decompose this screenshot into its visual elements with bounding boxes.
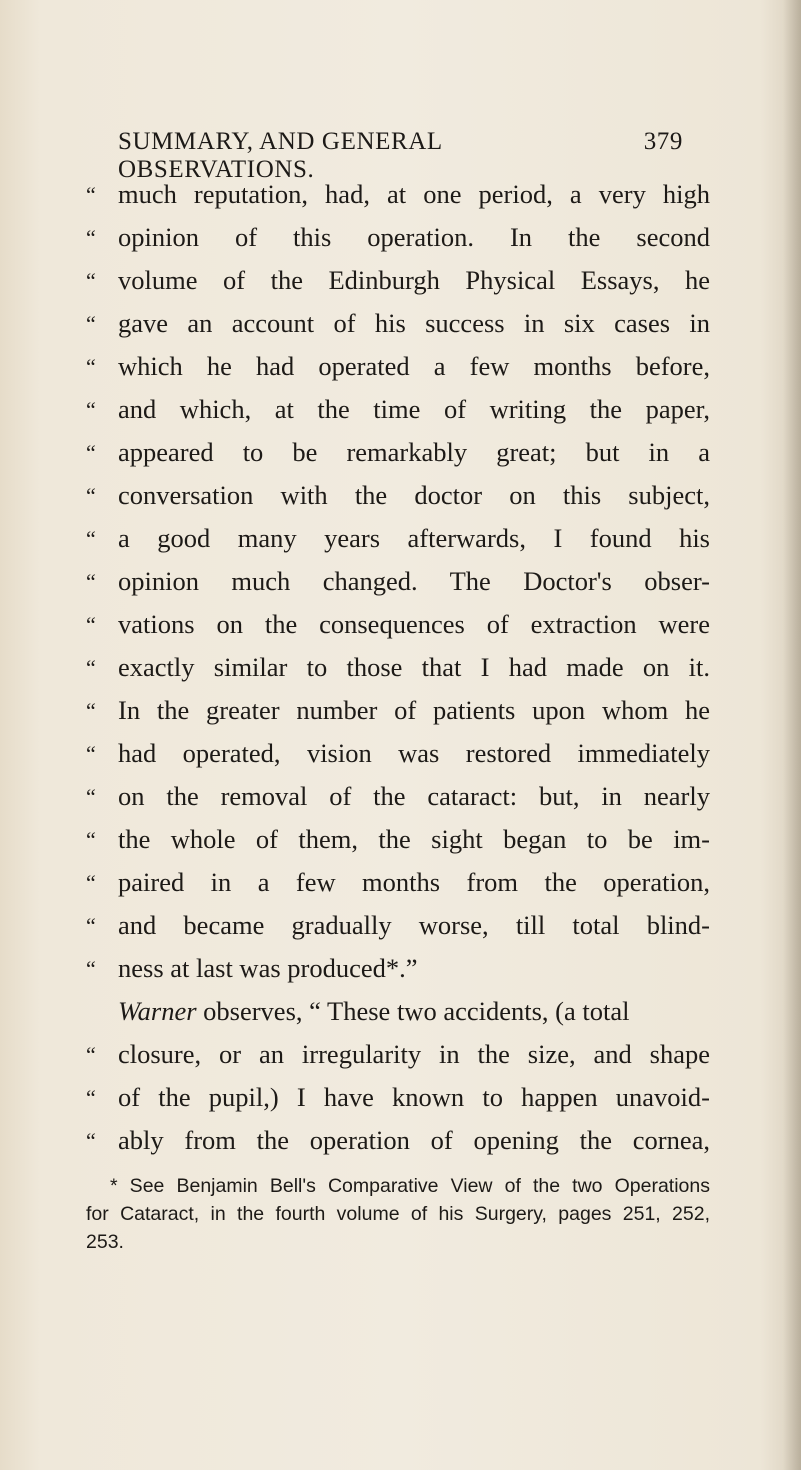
page-number: 379 bbox=[643, 128, 683, 155]
line-text: much reputation, had, at one period, a very high bbox=[118, 179, 710, 209]
line-text: which he had operated a few months before, bbox=[118, 351, 710, 381]
line-text: on the removal of the cataract: but, in nearly bbox=[118, 781, 710, 811]
text-line bbox=[86, 1033, 710, 1076]
quotation-mark: “ bbox=[86, 913, 96, 938]
quotation-mark: “ bbox=[86, 225, 96, 250]
quotation-mark: “ bbox=[86, 956, 96, 981]
line-text: and became gradually worse, till total blind- bbox=[118, 910, 710, 940]
line-text: of the pupil,) I have known to happen unavoid- bbox=[118, 1082, 710, 1112]
quotation-mark: “ bbox=[86, 569, 96, 594]
page-edge-shadow bbox=[783, 0, 801, 1470]
text-line bbox=[86, 517, 710, 560]
quotation-mark: “ bbox=[86, 397, 96, 422]
footnote bbox=[86, 1172, 710, 1256]
text-line-warner bbox=[86, 990, 710, 1033]
line-text: ably from the operation of opening the cornea, bbox=[118, 1125, 710, 1155]
footnote-line: for Cataract, in the fourth volume of his Surgery, pages 251, 252, bbox=[86, 1203, 710, 1225]
author-name-italic: Warner bbox=[118, 996, 197, 1026]
quotation-mark: “ bbox=[86, 311, 96, 336]
line-text: and which, at the time of writing the paper, bbox=[118, 394, 710, 424]
quotation-mark: “ bbox=[86, 870, 96, 895]
line-text: gave an account of his success in six cases in bbox=[118, 308, 710, 338]
quotation-mark: “ bbox=[86, 784, 96, 809]
text-line bbox=[86, 173, 710, 216]
quotation-mark: “ bbox=[86, 440, 96, 465]
line-text: closure, or an irregularity in the size, and shape bbox=[118, 1039, 710, 1069]
text-line bbox=[86, 1119, 710, 1162]
line-text: appeared to be remarkably great; but in a bbox=[118, 437, 710, 467]
text-line bbox=[86, 345, 710, 388]
line-text: In the greater number of patients upon whom he bbox=[118, 695, 710, 725]
line-text: opinion of this operation. In the second bbox=[118, 222, 710, 252]
line-text: a good many years afterwards, I found his bbox=[118, 523, 710, 553]
line-text: volume of the Edinburgh Physical Essays, he bbox=[118, 265, 710, 295]
quotation-mark: “ bbox=[86, 827, 96, 852]
quotation-mark: “ bbox=[86, 268, 96, 293]
line-text: paired in a few months from the operation, bbox=[118, 867, 710, 897]
text-line bbox=[86, 560, 710, 603]
line-text: had operated, vision was restored immediately bbox=[118, 738, 710, 768]
quoted-passage bbox=[86, 173, 710, 990]
running-title: SUMMARY, AND GENERAL OBSERVATIONS. bbox=[118, 128, 442, 183]
text-line bbox=[86, 904, 710, 947]
quotation-mark: “ bbox=[86, 1128, 96, 1153]
quotation-mark: “ bbox=[86, 698, 96, 723]
text-line bbox=[86, 388, 710, 431]
text-line bbox=[86, 603, 710, 646]
text-line bbox=[86, 689, 710, 732]
main-text bbox=[86, 173, 710, 1162]
text-line bbox=[86, 646, 710, 689]
line-text: conversation with the doctor on this subject, bbox=[118, 480, 710, 510]
quotation-mark: “ bbox=[86, 612, 96, 637]
text-line bbox=[86, 861, 710, 904]
quotation-mark: “ bbox=[86, 182, 96, 207]
quotation-mark: “ bbox=[86, 1042, 96, 1067]
footnote-line: * See Benjamin Bell's Comparative View of the two Operations bbox=[110, 1175, 710, 1197]
line-text: ness at last was produced*.” bbox=[118, 953, 418, 983]
text-line bbox=[86, 947, 710, 990]
line-text: the whole of them, the sight began to be im- bbox=[118, 824, 710, 854]
text-line bbox=[86, 775, 710, 818]
text-line bbox=[86, 732, 710, 775]
line-text: exactly similar to those that I had made on it. bbox=[118, 652, 710, 682]
text-line bbox=[86, 302, 710, 345]
text-line bbox=[86, 259, 710, 302]
text-line bbox=[86, 431, 710, 474]
quoted-passage-continued bbox=[86, 1033, 710, 1162]
text-line bbox=[86, 1076, 710, 1119]
quotation-mark: “ bbox=[86, 483, 96, 508]
text-line bbox=[86, 818, 710, 861]
quotation-mark: “ bbox=[86, 354, 96, 379]
text-line bbox=[86, 474, 710, 517]
line-text: opinion much changed. The Doctor's obser- bbox=[118, 566, 710, 596]
quotation-mark: “ bbox=[86, 526, 96, 551]
footnote-line: 253. bbox=[86, 1231, 124, 1253]
quotation-mark: “ bbox=[86, 741, 96, 766]
quotation-mark: “ bbox=[86, 1085, 96, 1110]
warner-line-text: observes, “ These two accidents, (a total bbox=[196, 996, 630, 1026]
quotation-mark: “ bbox=[86, 655, 96, 680]
line-text: vations on the consequences of extraction were bbox=[118, 609, 710, 639]
text-line bbox=[86, 216, 710, 259]
